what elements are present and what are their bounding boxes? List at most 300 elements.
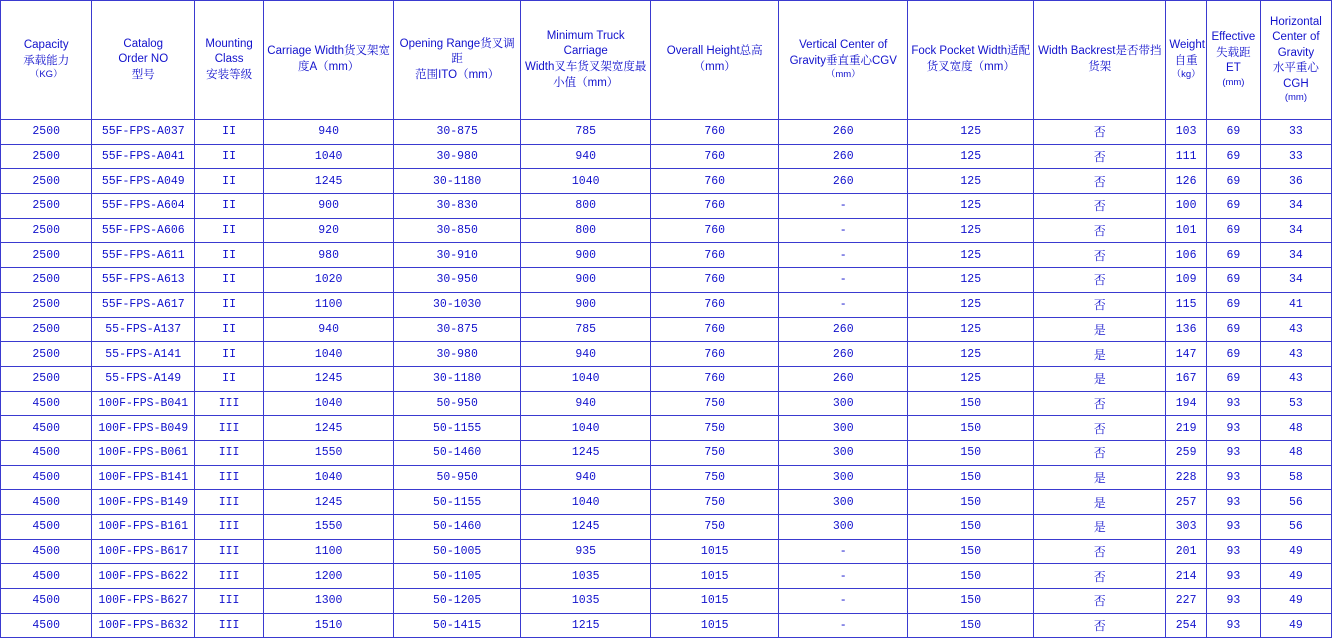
table-cell: 940 bbox=[521, 391, 651, 416]
header-line-3: 安装等级 bbox=[206, 68, 253, 81]
table-cell: 940 bbox=[521, 342, 651, 367]
column-header-weight bbox=[1166, 1, 1207, 120]
column-header-catalog-order-no bbox=[92, 1, 195, 120]
column-header-opening-range bbox=[394, 1, 521, 120]
table-cell: 980 bbox=[264, 243, 394, 268]
table-cell: 1245 bbox=[264, 490, 394, 515]
table-cell: 69 bbox=[1206, 317, 1260, 342]
table-cell: 是 bbox=[1034, 366, 1166, 391]
table-row bbox=[1, 391, 1332, 416]
table-cell: 4500 bbox=[1, 391, 92, 416]
table-cell: III bbox=[195, 416, 264, 441]
table-cell: 100F-FPS-B049 bbox=[92, 416, 195, 441]
table-cell: 1035 bbox=[521, 564, 651, 589]
table-cell: 125 bbox=[908, 366, 1034, 391]
table-cell: 1035 bbox=[521, 589, 651, 614]
column-header-overall-height bbox=[651, 1, 779, 120]
column-header-fork-pocket-width bbox=[908, 1, 1034, 120]
table-cell: 4500 bbox=[1, 465, 92, 490]
table-cell: 30-950 bbox=[394, 268, 521, 293]
table-cell: 4500 bbox=[1, 613, 92, 638]
table-cell: 300 bbox=[779, 440, 908, 465]
table-cell: 101 bbox=[1166, 218, 1207, 243]
table-cell: 55F-FPS-A037 bbox=[92, 120, 195, 145]
table-cell: 69 bbox=[1206, 169, 1260, 194]
table-cell: 126 bbox=[1166, 169, 1207, 194]
table-cell: 55F-FPS-A617 bbox=[92, 292, 195, 317]
table-cell: 100F-FPS-B041 bbox=[92, 391, 195, 416]
table-cell: 36 bbox=[1260, 169, 1331, 194]
table-row bbox=[1, 366, 1332, 391]
table-cell: 50-1205 bbox=[394, 589, 521, 614]
table-cell: 940 bbox=[264, 317, 394, 342]
table-cell: 是 bbox=[1034, 515, 1166, 540]
header-line-2: 自重 bbox=[1174, 54, 1198, 67]
table-cell: 125 bbox=[908, 292, 1034, 317]
table-cell: 50-1460 bbox=[394, 515, 521, 540]
table-cell: 167 bbox=[1166, 366, 1207, 391]
table-cell: 53 bbox=[1260, 391, 1331, 416]
table-cell: 1015 bbox=[651, 589, 779, 614]
table-cell: II bbox=[195, 243, 264, 268]
table-row bbox=[1, 589, 1332, 614]
column-header-effective-load-distance bbox=[1206, 1, 1260, 120]
header-line-2: 货架 bbox=[1088, 61, 1112, 73]
table-row bbox=[1, 465, 1332, 490]
table-cell: 760 bbox=[651, 218, 779, 243]
table-row bbox=[1, 144, 1332, 169]
table-row bbox=[1, 416, 1332, 441]
table-cell: 150 bbox=[908, 416, 1034, 441]
table-cell: 55F-FPS-A611 bbox=[92, 243, 195, 268]
header-line-2: Class bbox=[214, 53, 244, 66]
table-cell: 1040 bbox=[521, 416, 651, 441]
header-line-1: Weight bbox=[1169, 39, 1205, 52]
header-line-2: 失载距ET bbox=[1216, 46, 1251, 75]
table-cell: 55F-FPS-A613 bbox=[92, 268, 195, 293]
column-header-width-backrest bbox=[1034, 1, 1166, 120]
table-cell: III bbox=[195, 613, 264, 638]
table-cell: 150 bbox=[908, 589, 1034, 614]
table-cell: 1510 bbox=[264, 613, 394, 638]
table-row bbox=[1, 342, 1332, 367]
table-cell: - bbox=[779, 243, 908, 268]
table-row bbox=[1, 564, 1332, 589]
table-cell: 1245 bbox=[521, 515, 651, 540]
table-header-row bbox=[1, 1, 1332, 120]
table-row bbox=[1, 490, 1332, 515]
table-cell: 760 bbox=[651, 194, 779, 219]
table-cell: 125 bbox=[908, 243, 1034, 268]
header-line-2: 范围ITO（mm） bbox=[415, 68, 500, 81]
table-cell: 30-1180 bbox=[394, 169, 521, 194]
table-cell: 760 bbox=[651, 169, 779, 194]
header-line-2: 承载能力 bbox=[23, 54, 70, 67]
table-cell: 93 bbox=[1206, 490, 1260, 515]
table-cell: 260 bbox=[779, 120, 908, 145]
header-line-1: Width Backrest是否带挡 bbox=[1038, 45, 1162, 58]
table-cell: 34 bbox=[1260, 268, 1331, 293]
table-cell: - bbox=[779, 292, 908, 317]
table-cell: 100F-FPS-B161 bbox=[92, 515, 195, 540]
table-cell: 800 bbox=[521, 218, 651, 243]
table-cell: 303 bbox=[1166, 515, 1207, 540]
table-row bbox=[1, 515, 1332, 540]
table-cell: 800 bbox=[521, 194, 651, 219]
table-cell: 43 bbox=[1260, 317, 1331, 342]
table-cell: 43 bbox=[1260, 342, 1331, 367]
column-header-vertical-center-of-gravity bbox=[779, 1, 908, 120]
table-cell: 111 bbox=[1166, 144, 1207, 169]
table-cell: 2500 bbox=[1, 194, 92, 219]
table-cell: 150 bbox=[908, 613, 1034, 638]
table-cell: 147 bbox=[1166, 342, 1207, 367]
table-cell: 1015 bbox=[651, 613, 779, 638]
table-cell: 55F-FPS-A041 bbox=[92, 144, 195, 169]
table-cell: 1245 bbox=[264, 416, 394, 441]
header-line-3: 小值（mm） bbox=[553, 76, 619, 89]
table-cell: 100F-FPS-B632 bbox=[92, 613, 195, 638]
table-cell: 760 bbox=[651, 144, 779, 169]
table-cell: 750 bbox=[651, 515, 779, 540]
table-cell: 30-875 bbox=[394, 317, 521, 342]
table-cell: 1100 bbox=[264, 539, 394, 564]
table-cell: 93 bbox=[1206, 391, 1260, 416]
table-cell: 100F-FPS-B061 bbox=[92, 440, 195, 465]
column-header-capacity bbox=[1, 1, 92, 120]
table-cell: 否 bbox=[1034, 416, 1166, 441]
table-row bbox=[1, 169, 1332, 194]
table-cell: 260 bbox=[779, 144, 908, 169]
header-line-1: Vertical Center of bbox=[799, 39, 888, 52]
table-cell: 否 bbox=[1034, 292, 1166, 317]
header-line-1: Carriage Width货叉架宽 bbox=[267, 45, 390, 58]
header-line-2: Center of bbox=[1272, 31, 1320, 44]
header-line-2: Gravity垂直重心CGV bbox=[789, 54, 897, 67]
table-cell: 2500 bbox=[1, 120, 92, 145]
table-cell: 760 bbox=[651, 366, 779, 391]
table-cell: 93 bbox=[1206, 515, 1260, 540]
table-cell: 750 bbox=[651, 391, 779, 416]
column-header-minimum-truck-carriage-width bbox=[521, 1, 651, 120]
header-line-1: Minimum Truck Carriage bbox=[546, 29, 625, 58]
table-cell: 1015 bbox=[651, 564, 779, 589]
header-line-3: （mm） bbox=[825, 69, 861, 81]
table-row bbox=[1, 243, 1332, 268]
table-cell: 否 bbox=[1034, 391, 1166, 416]
table-cell: III bbox=[195, 490, 264, 515]
table-cell: 30-980 bbox=[394, 342, 521, 367]
table-cell: 750 bbox=[651, 440, 779, 465]
table-cell: - bbox=[779, 539, 908, 564]
table-cell: 760 bbox=[651, 268, 779, 293]
table-cell: 760 bbox=[651, 292, 779, 317]
header-line-3: Gravity bbox=[1277, 46, 1315, 59]
table-cell: 940 bbox=[521, 144, 651, 169]
table-cell: 760 bbox=[651, 243, 779, 268]
table-cell: 260 bbox=[779, 342, 908, 367]
table-cell: 93 bbox=[1206, 589, 1260, 614]
table-cell: 940 bbox=[264, 120, 394, 145]
table-cell: 1550 bbox=[264, 440, 394, 465]
table-cell: 935 bbox=[521, 539, 651, 564]
column-header-carriage-width bbox=[264, 1, 394, 120]
table-cell: 2500 bbox=[1, 243, 92, 268]
table-cell: II bbox=[195, 144, 264, 169]
table-cell: 30-875 bbox=[394, 120, 521, 145]
table-cell: 否 bbox=[1034, 613, 1166, 638]
table-cell: 50-950 bbox=[394, 465, 521, 490]
table-cell: 150 bbox=[908, 564, 1034, 589]
table-cell: 4500 bbox=[1, 539, 92, 564]
table-cell: 30-1180 bbox=[394, 366, 521, 391]
table-cell: 750 bbox=[651, 416, 779, 441]
table-cell: 1040 bbox=[264, 342, 394, 367]
header-line-1: Opening Range货叉调距 bbox=[399, 37, 515, 66]
table-cell: - bbox=[779, 564, 908, 589]
table-cell: 50-1105 bbox=[394, 564, 521, 589]
table-cell: 4500 bbox=[1, 589, 92, 614]
table-cell: 257 bbox=[1166, 490, 1207, 515]
table-cell: 55-FPS-A149 bbox=[92, 366, 195, 391]
table-cell: 69 bbox=[1206, 144, 1260, 169]
table-cell: 1550 bbox=[264, 515, 394, 540]
table-cell: 1040 bbox=[521, 366, 651, 391]
table-cell: 900 bbox=[521, 243, 651, 268]
table-cell: 30-1030 bbox=[394, 292, 521, 317]
table-cell: 93 bbox=[1206, 564, 1260, 589]
table-cell: 219 bbox=[1166, 416, 1207, 441]
table-cell: 55F-FPS-A606 bbox=[92, 218, 195, 243]
table-cell: III bbox=[195, 539, 264, 564]
table-cell: 34 bbox=[1260, 218, 1331, 243]
table-cell: 100F-FPS-B627 bbox=[92, 589, 195, 614]
table-cell: 50-1005 bbox=[394, 539, 521, 564]
table-cell: 214 bbox=[1166, 564, 1207, 589]
header-line-1: Horizontal bbox=[1270, 15, 1322, 28]
table-cell: 69 bbox=[1206, 243, 1260, 268]
table-cell: 否 bbox=[1034, 120, 1166, 145]
table-cell: II bbox=[195, 218, 264, 243]
table-cell: 2500 bbox=[1, 342, 92, 367]
table-cell: II bbox=[195, 317, 264, 342]
table-cell: 227 bbox=[1166, 589, 1207, 614]
table-cell: III bbox=[195, 391, 264, 416]
table-cell: 150 bbox=[908, 539, 1034, 564]
table-cell: 1245 bbox=[264, 366, 394, 391]
table-cell: 100F-FPS-B622 bbox=[92, 564, 195, 589]
table-row bbox=[1, 317, 1332, 342]
table-cell: 259 bbox=[1166, 440, 1207, 465]
table-cell: 33 bbox=[1260, 144, 1331, 169]
header-line-5: (mm) bbox=[1284, 92, 1307, 104]
table-cell: 2500 bbox=[1, 366, 92, 391]
table-cell: 30-910 bbox=[394, 243, 521, 268]
table-cell: 93 bbox=[1206, 465, 1260, 490]
table-cell: 201 bbox=[1166, 539, 1207, 564]
table-cell: 920 bbox=[264, 218, 394, 243]
table-cell: 56 bbox=[1260, 515, 1331, 540]
table-cell: - bbox=[779, 613, 908, 638]
table-row bbox=[1, 292, 1332, 317]
table-cell: 34 bbox=[1260, 194, 1331, 219]
table-cell: III bbox=[195, 589, 264, 614]
table-cell: 1040 bbox=[264, 391, 394, 416]
header-line-2: 货叉宽度（mm） bbox=[926, 61, 1015, 73]
table-cell: 900 bbox=[521, 292, 651, 317]
table-cell: 56 bbox=[1260, 490, 1331, 515]
table-cell: 否 bbox=[1034, 564, 1166, 589]
table-cell: 93 bbox=[1206, 613, 1260, 638]
table-cell: 1200 bbox=[264, 564, 394, 589]
table-cell: 55F-FPS-A049 bbox=[92, 169, 195, 194]
table-cell: 1040 bbox=[521, 490, 651, 515]
header-line-1: Catalog bbox=[123, 37, 164, 50]
table-cell: 150 bbox=[908, 490, 1034, 515]
table-cell: - bbox=[779, 589, 908, 614]
table-cell: 100 bbox=[1166, 194, 1207, 219]
table-cell: - bbox=[779, 268, 908, 293]
table-cell: 125 bbox=[908, 120, 1034, 145]
table-cell: 4500 bbox=[1, 416, 92, 441]
table-cell: 否 bbox=[1034, 144, 1166, 169]
table-cell: 69 bbox=[1206, 342, 1260, 367]
table-row bbox=[1, 539, 1332, 564]
column-header-horizontal-center-of-gravity bbox=[1260, 1, 1331, 120]
table-cell: 125 bbox=[908, 317, 1034, 342]
table-cell: 785 bbox=[521, 317, 651, 342]
table-cell: 2500 bbox=[1, 317, 92, 342]
table-cell: 1040 bbox=[264, 465, 394, 490]
table-cell: 是 bbox=[1034, 490, 1166, 515]
table-cell: 150 bbox=[908, 465, 1034, 490]
table-row bbox=[1, 613, 1332, 638]
table-cell: 254 bbox=[1166, 613, 1207, 638]
header-line-1: Overall Height总高 bbox=[666, 45, 763, 58]
table-row bbox=[1, 120, 1332, 145]
table-cell: 1215 bbox=[521, 613, 651, 638]
header-line-2: （mm） bbox=[693, 61, 736, 73]
table-cell: 是 bbox=[1034, 465, 1166, 490]
table-cell: II bbox=[195, 194, 264, 219]
table-cell: 100F-FPS-B141 bbox=[92, 465, 195, 490]
table-cell: 93 bbox=[1206, 416, 1260, 441]
table-cell: 69 bbox=[1206, 292, 1260, 317]
table-cell: 69 bbox=[1206, 218, 1260, 243]
table-cell: 100F-FPS-B149 bbox=[92, 490, 195, 515]
table-cell: 否 bbox=[1034, 194, 1166, 219]
table-cell: 否 bbox=[1034, 218, 1166, 243]
table-cell: 50-1415 bbox=[394, 613, 521, 638]
table-cell: 69 bbox=[1206, 194, 1260, 219]
header-line-2: Width叉车货叉架宽度最 bbox=[524, 61, 647, 73]
header-line-1: Effective bbox=[1211, 31, 1256, 44]
table-cell: - bbox=[779, 194, 908, 219]
table-cell: 125 bbox=[908, 268, 1034, 293]
table-cell: 125 bbox=[908, 342, 1034, 367]
table-cell: 106 bbox=[1166, 243, 1207, 268]
table-cell: 109 bbox=[1166, 268, 1207, 293]
table-cell: III bbox=[195, 515, 264, 540]
table-cell: 4500 bbox=[1, 490, 92, 515]
table-cell: 否 bbox=[1034, 589, 1166, 614]
table-cell: 260 bbox=[779, 366, 908, 391]
table-cell: 100F-FPS-B617 bbox=[92, 539, 195, 564]
table-cell: 136 bbox=[1166, 317, 1207, 342]
table-cell: 1245 bbox=[521, 440, 651, 465]
table-cell: 900 bbox=[264, 194, 394, 219]
table-cell: 150 bbox=[908, 391, 1034, 416]
table-cell: 103 bbox=[1166, 120, 1207, 145]
table-cell: 1300 bbox=[264, 589, 394, 614]
table-cell: 785 bbox=[521, 120, 651, 145]
table-cell: 300 bbox=[779, 515, 908, 540]
table-cell: 4500 bbox=[1, 564, 92, 589]
table-cell: 是 bbox=[1034, 317, 1166, 342]
header-line-1: Mounting bbox=[205, 37, 253, 50]
table-cell: 750 bbox=[651, 465, 779, 490]
table-cell: 2500 bbox=[1, 292, 92, 317]
table-cell: 41 bbox=[1260, 292, 1331, 317]
table-cell: 49 bbox=[1260, 613, 1331, 638]
header-line-2: Order NO bbox=[118, 53, 169, 66]
header-line-3: （kg） bbox=[1171, 69, 1201, 81]
table-cell: III bbox=[195, 440, 264, 465]
table-cell: 300 bbox=[779, 490, 908, 515]
table-cell: 55-FPS-A137 bbox=[92, 317, 195, 342]
header-line-1: Fock Pocket Width适配 bbox=[911, 45, 1031, 58]
table-cell: 125 bbox=[908, 194, 1034, 219]
table-cell: 125 bbox=[908, 169, 1034, 194]
table-row bbox=[1, 440, 1332, 465]
table-cell: 30-850 bbox=[394, 218, 521, 243]
table-cell: 50-1460 bbox=[394, 440, 521, 465]
table-cell: 否 bbox=[1034, 539, 1166, 564]
table-cell: 760 bbox=[651, 120, 779, 145]
table-cell: 否 bbox=[1034, 268, 1166, 293]
column-header-mounting-class bbox=[195, 1, 264, 120]
table-cell: 69 bbox=[1206, 120, 1260, 145]
table-cell: 58 bbox=[1260, 465, 1331, 490]
table-cell: 194 bbox=[1166, 391, 1207, 416]
table-cell: 93 bbox=[1206, 539, 1260, 564]
table-cell: 30-830 bbox=[394, 194, 521, 219]
table-cell: 55-FPS-A141 bbox=[92, 342, 195, 367]
table-cell: 50-1155 bbox=[394, 490, 521, 515]
table-cell: 1100 bbox=[264, 292, 394, 317]
table-cell: 48 bbox=[1260, 440, 1331, 465]
table-row bbox=[1, 218, 1332, 243]
table-cell: 1015 bbox=[651, 539, 779, 564]
table-cell: II bbox=[195, 120, 264, 145]
table-cell: 2500 bbox=[1, 268, 92, 293]
table-cell: III bbox=[195, 465, 264, 490]
table-cell: III bbox=[195, 564, 264, 589]
table-cell: 1245 bbox=[264, 169, 394, 194]
table-cell: 是 bbox=[1034, 342, 1166, 367]
table-cell: 150 bbox=[908, 440, 1034, 465]
table-cell: 50-1155 bbox=[394, 416, 521, 441]
table-cell: 900 bbox=[521, 268, 651, 293]
table-body bbox=[1, 120, 1332, 638]
table-cell: II bbox=[195, 169, 264, 194]
table-cell: 260 bbox=[779, 317, 908, 342]
table-cell: 115 bbox=[1166, 292, 1207, 317]
table-cell: 55F-FPS-A604 bbox=[92, 194, 195, 219]
table-cell: 2500 bbox=[1, 218, 92, 243]
table-cell: 150 bbox=[908, 515, 1034, 540]
table-row bbox=[1, 268, 1332, 293]
